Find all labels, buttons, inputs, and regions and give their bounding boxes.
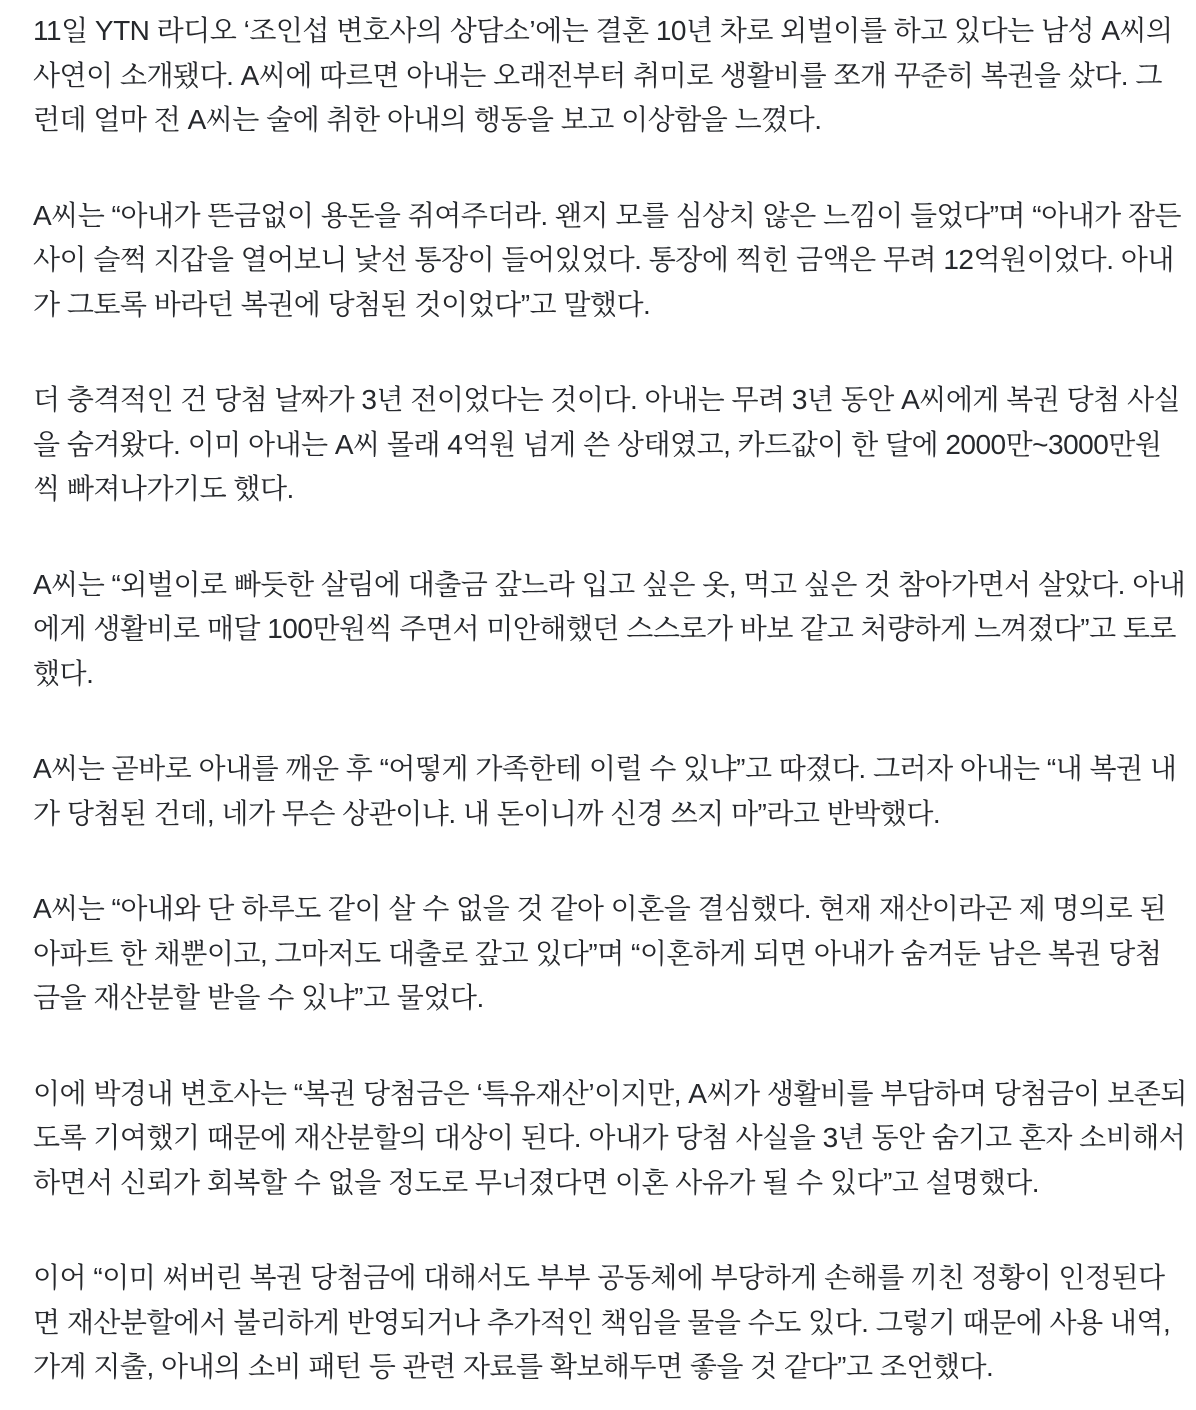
article-paragraph: 이에 박경내 변호사는 “복권 당첨금은 ‘특유재산’이지만, A씨가 생활비를 부담하며 당첨금이 보존되도록 기여했기 때문에 재산분할의 대상이 된다. 아내가 당첨 사실을 3년 동안 숨기고 혼자 소비해서 하면서 신뢰가 회복할 수 없을 정도로 무너졌다면 이혼 사유가 될 수 있다”고 설명했다. — [33, 1077, 1187, 1198]
article-paragraph: A씨는 “아내와 단 하루도 같이 살 수 없을 것 같아 이혼을 결심했다. 현재 재산이라곤 제 명의로 된 아파트 한 채뿐이고, 그마저도 대출로 갚고 있다”며 “이혼하게 되면 아내가 숨겨둔 남은 복권 당첨금을 재산분할 받을 수 있냐”고 물었다. — [33, 893, 1167, 1013]
article-paragraph: A씨는 곧바로 아내를 깨운 후 “어떻게 가족한테 이럴 수 있냐”고 따졌다. 그러자 아내는 “내 복권 내가 당첨된 건데, 네가 무슨 상관이냐. 내 돈이니까 신경 쓰지 마”라고 반박했다. — [33, 753, 1177, 829]
article-paragraph: A씨는 “외벌이로 빠듯한 살림에 대출금 갚느라 입고 싶은 옷, 먹고 싶은 것 참아가면서 살았다. 아내에게 생활비로 매달 100만원씩 주면서 미안해했던 스스로가 바보 같고 처량하게 느껴졌다”고 토로했다. — [33, 568, 1186, 689]
article-paragraph: A씨는 “아내가 뜬금없이 용돈을 쥐여주더라. 왠지 모를 심상치 않은 느낌이 들었다”며 “아내가 잠든 사이 슬쩍 지갑을 열어보니 낯선 통장이 들어있었다. 통장에 찍힌 금액은 무려 12억원이었다. 아내가 그토록 바라던 복권에 당첨된 것이었다”고 말했다. — [33, 199, 1182, 320]
article-paragraph: 이어 “이미 써버린 복권 당첨금에 대해서도 부부 공동체에 부당하게 손해를 끼친 정황이 인정된다면 재산분할에서 불리하게 반영되거나 추가적인 책임을 물을 수도 있다. 그렇기 때문에 사용 내역, 가계 지출, 아내의 소비 패턴 등 관련 자료를 확보해두면 좋을 것 같다”고 조언했다. — [33, 1262, 1171, 1382]
article-paragraph: 11일 YTN 라디오 ‘조인섭 변호사의 상담소’에는 결혼 10년 차로 외벌이를 하고 있다는 남성 A씨의 사연이 소개됐다. A씨에 따르면 아내는 오래전부터 취미로 생활비를 쪼개 꾸준히 복권을 샀다. 그런데 얼마 전 A씨는 술에 취한 아내의 행동을 보고 이상함을 느꼈다. — [33, 15, 1173, 135]
article-paragraph: 더 충격적인 건 당첨 날짜가 3년 전이었다는 것이다. 아내는 무려 3년 동안 A씨에게 복권 당첨 사실을 숨겨왔다. 이미 아내는 A씨 몰래 4억원 넘게 쓴 상태였고, 카드값이 한 달에 2000만~3000만원씩 빠져나가기도 했다. — [33, 384, 1181, 504]
